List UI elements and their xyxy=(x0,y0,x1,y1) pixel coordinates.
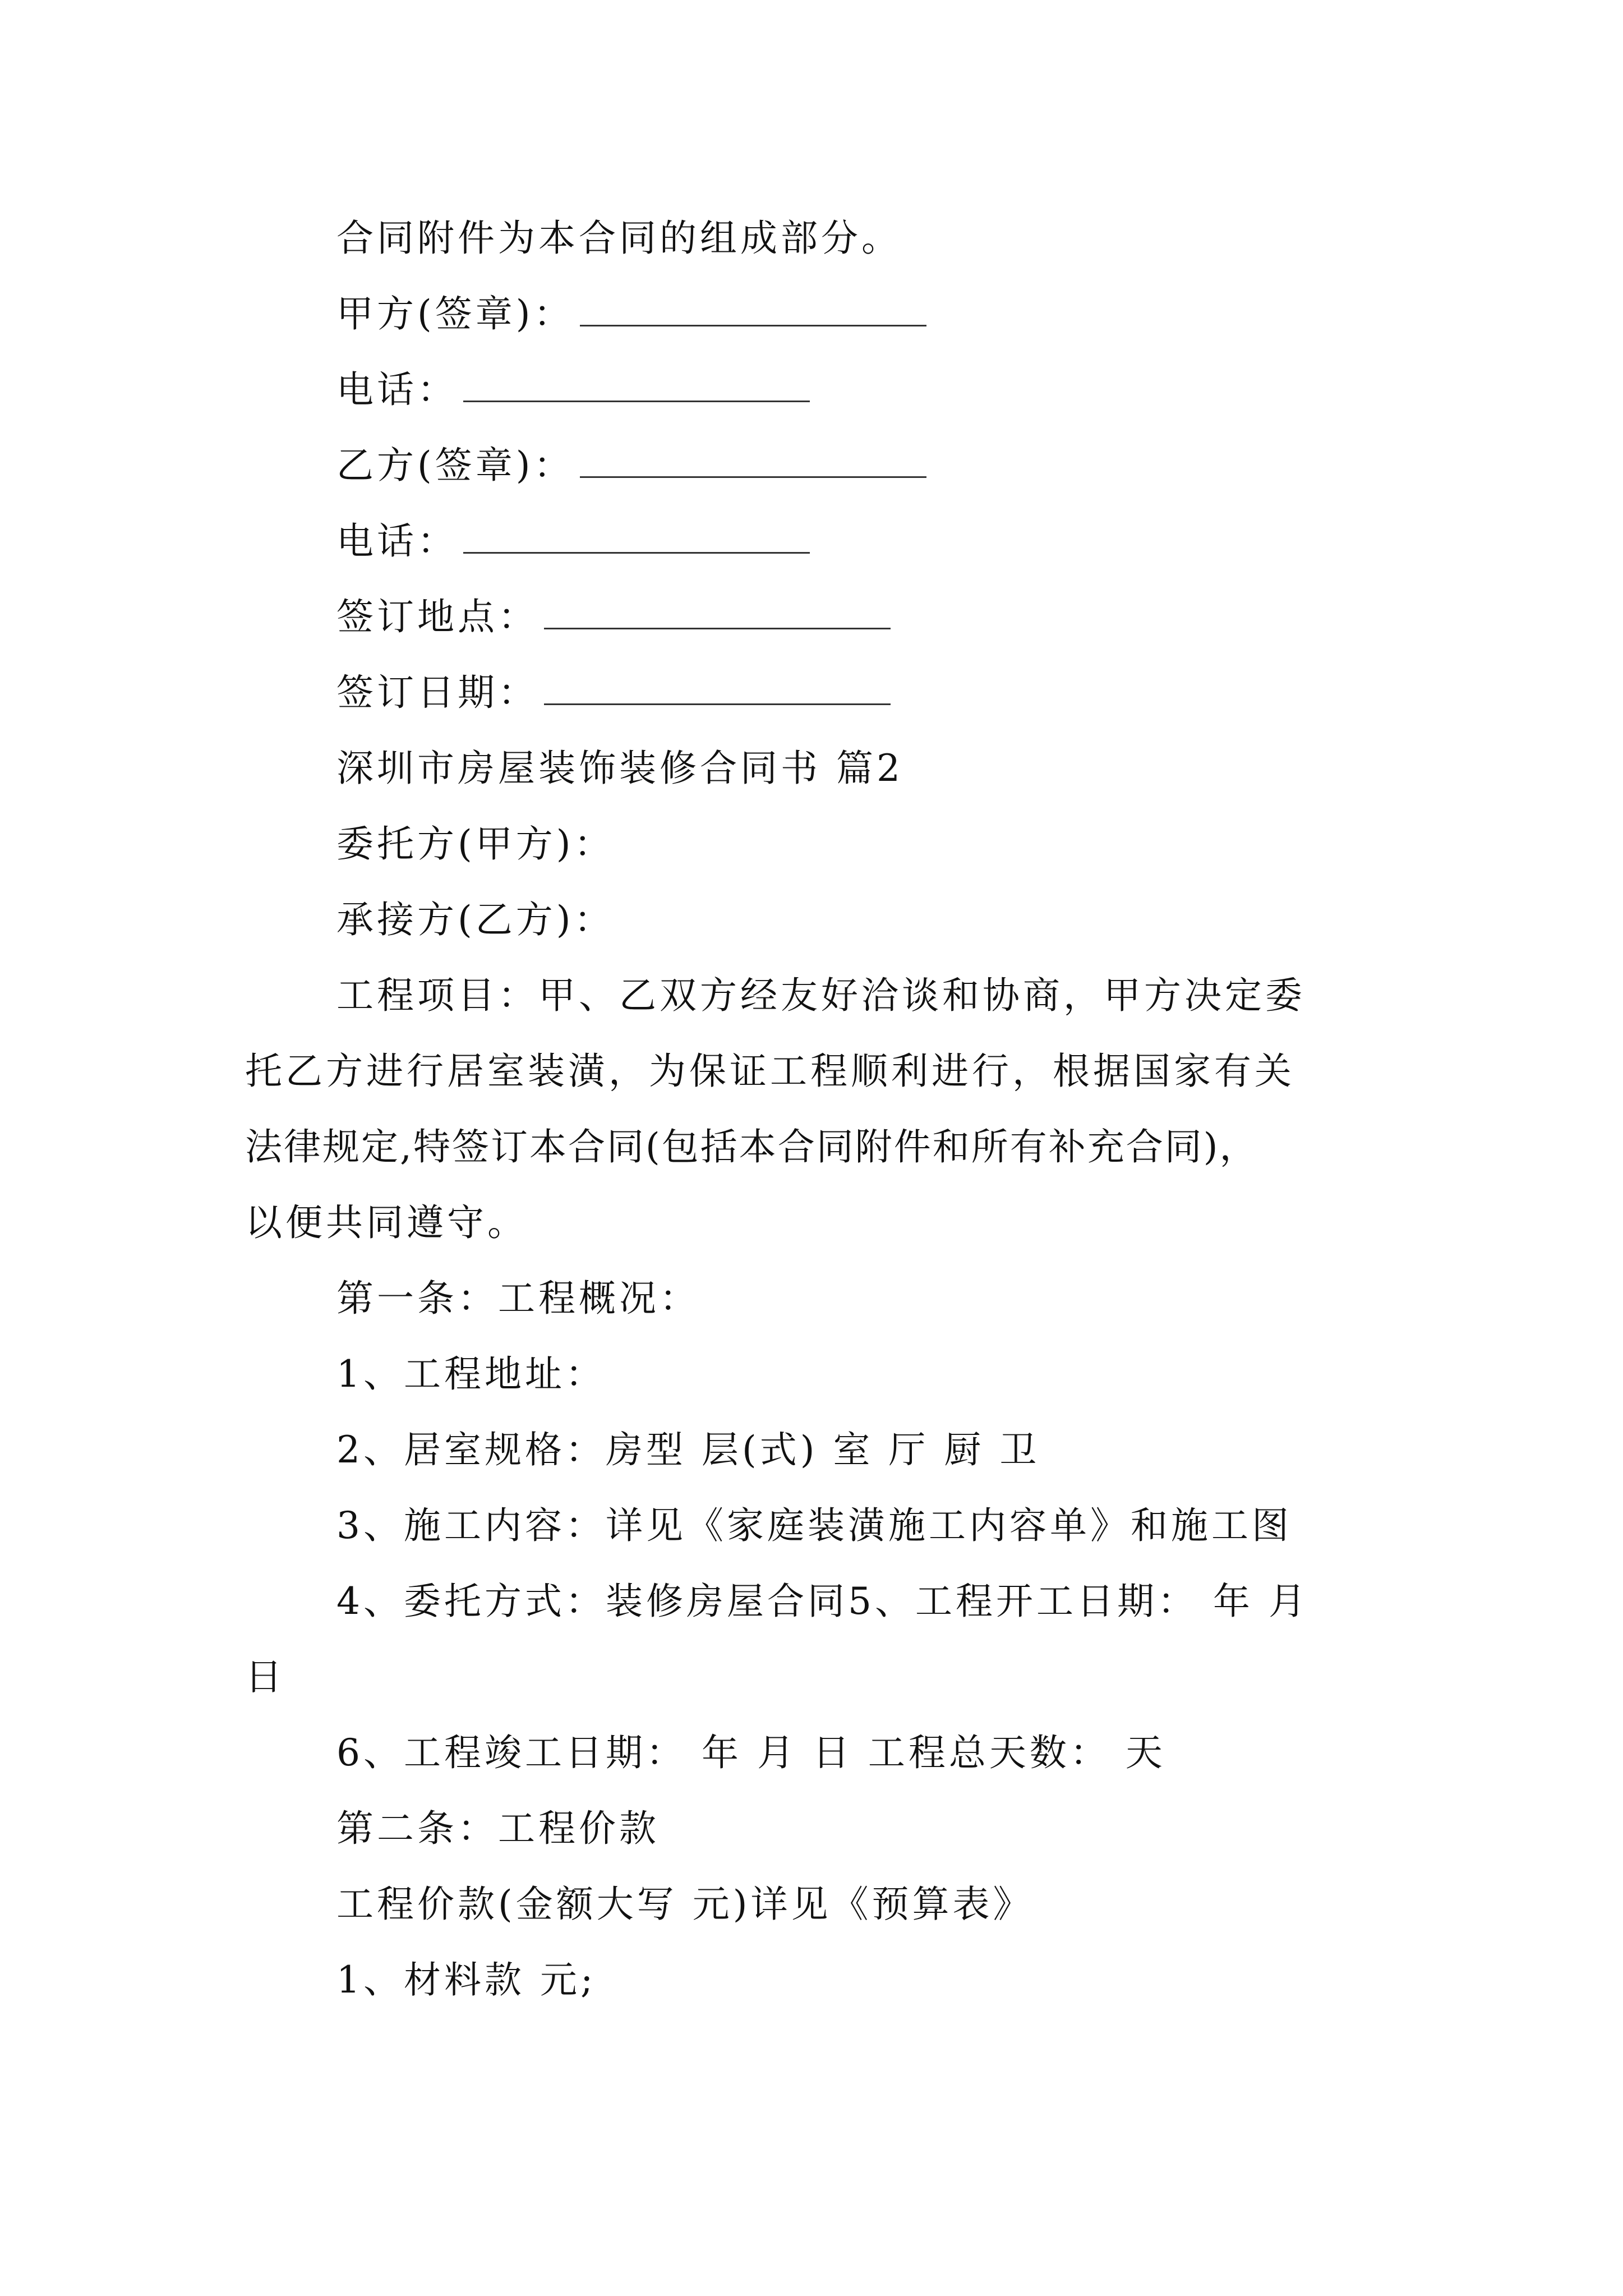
line-label: 签订日期： xyxy=(336,671,538,714)
fill-in-blank xyxy=(463,369,810,402)
list-item xyxy=(336,1576,1309,1627)
line-label: 电话： xyxy=(336,368,458,411)
line-text: 第一条：工程概况： xyxy=(336,1277,700,1320)
fill-in-blank xyxy=(463,521,810,554)
line-label: 乙方(签章)： xyxy=(336,444,574,487)
line-text: 工程价款(金额大写 元)详见《预算表》 xyxy=(336,1883,1034,1926)
line-text: 工程项目：甲、乙双方经友好洽谈和协商，甲方决定委 xyxy=(336,974,1306,1017)
line-text: 合同附件为本合同的组成部分。 xyxy=(336,217,902,260)
fill-in-blank xyxy=(544,596,891,629)
paragraph-line xyxy=(245,1198,528,1248)
line-label: 电话： xyxy=(336,519,458,563)
line-text: 托乙方进行居室装潢，为保证工程顺利进行，根据国家有关 xyxy=(245,1050,1295,1093)
line-text: 委托方(甲方)： xyxy=(336,822,615,866)
phone-line-party-a xyxy=(336,365,810,415)
text-line xyxy=(336,1879,1033,1930)
line-label: 签订地点： xyxy=(336,595,538,638)
list-item xyxy=(336,1501,1292,1551)
signature-line-party-b xyxy=(336,440,926,491)
list-item xyxy=(336,1728,1166,1778)
line-text: 2、居室规格：房型 层(式) 室 厅 厨 卫 xyxy=(336,1428,1040,1471)
text-line xyxy=(336,819,615,869)
section-title xyxy=(336,743,903,794)
article-heading xyxy=(336,1803,660,1854)
phone-line-party-b xyxy=(336,516,810,567)
fill-in-blank xyxy=(580,445,926,478)
line-text: 6、工程竣工日期： 年 月 日 工程总天数： 天 xyxy=(336,1731,1166,1774)
signature-line-party-a xyxy=(336,289,926,339)
line-label: 甲方(签章)： xyxy=(336,292,574,335)
line-text: 深圳市房屋装饰装修合同书 篇2 xyxy=(336,747,903,790)
line-text: 日 xyxy=(245,1655,285,1699)
list-item xyxy=(336,1349,606,1400)
text-line xyxy=(336,213,902,264)
paragraph-line xyxy=(245,1122,1258,1172)
list-item xyxy=(336,1955,596,2005)
list-item-continuation xyxy=(245,1652,285,1703)
line-text: 4、委托方式：装修房屋合同5、工程开工日期： 年 月 xyxy=(336,1580,1309,1623)
line-text: 1、材料款 元; xyxy=(336,1958,597,2001)
line-text: 法律规定,特签订本合同(包括本合同附件和所有补充合同)， xyxy=(245,1125,1258,1168)
fill-in-blank xyxy=(580,293,926,326)
text-line xyxy=(336,895,615,945)
line-text: 3、施工内容：详见《家庭装潢施工内容单》和施工图 xyxy=(336,1504,1292,1547)
line-text: 第二条：工程价款 xyxy=(336,1807,660,1850)
signing-date-line xyxy=(336,668,891,718)
paragraph-line xyxy=(336,970,1306,1021)
fill-in-blank xyxy=(544,672,891,705)
line-text: 承接方(乙方)： xyxy=(336,898,615,941)
line-text: 以便共同遵守。 xyxy=(245,1201,528,1244)
signing-place-line xyxy=(336,592,891,642)
list-item xyxy=(336,1425,1040,1475)
paragraph-line xyxy=(245,1046,1295,1097)
article-heading xyxy=(336,1273,700,1324)
line-text: 1、工程地址： xyxy=(336,1352,606,1396)
